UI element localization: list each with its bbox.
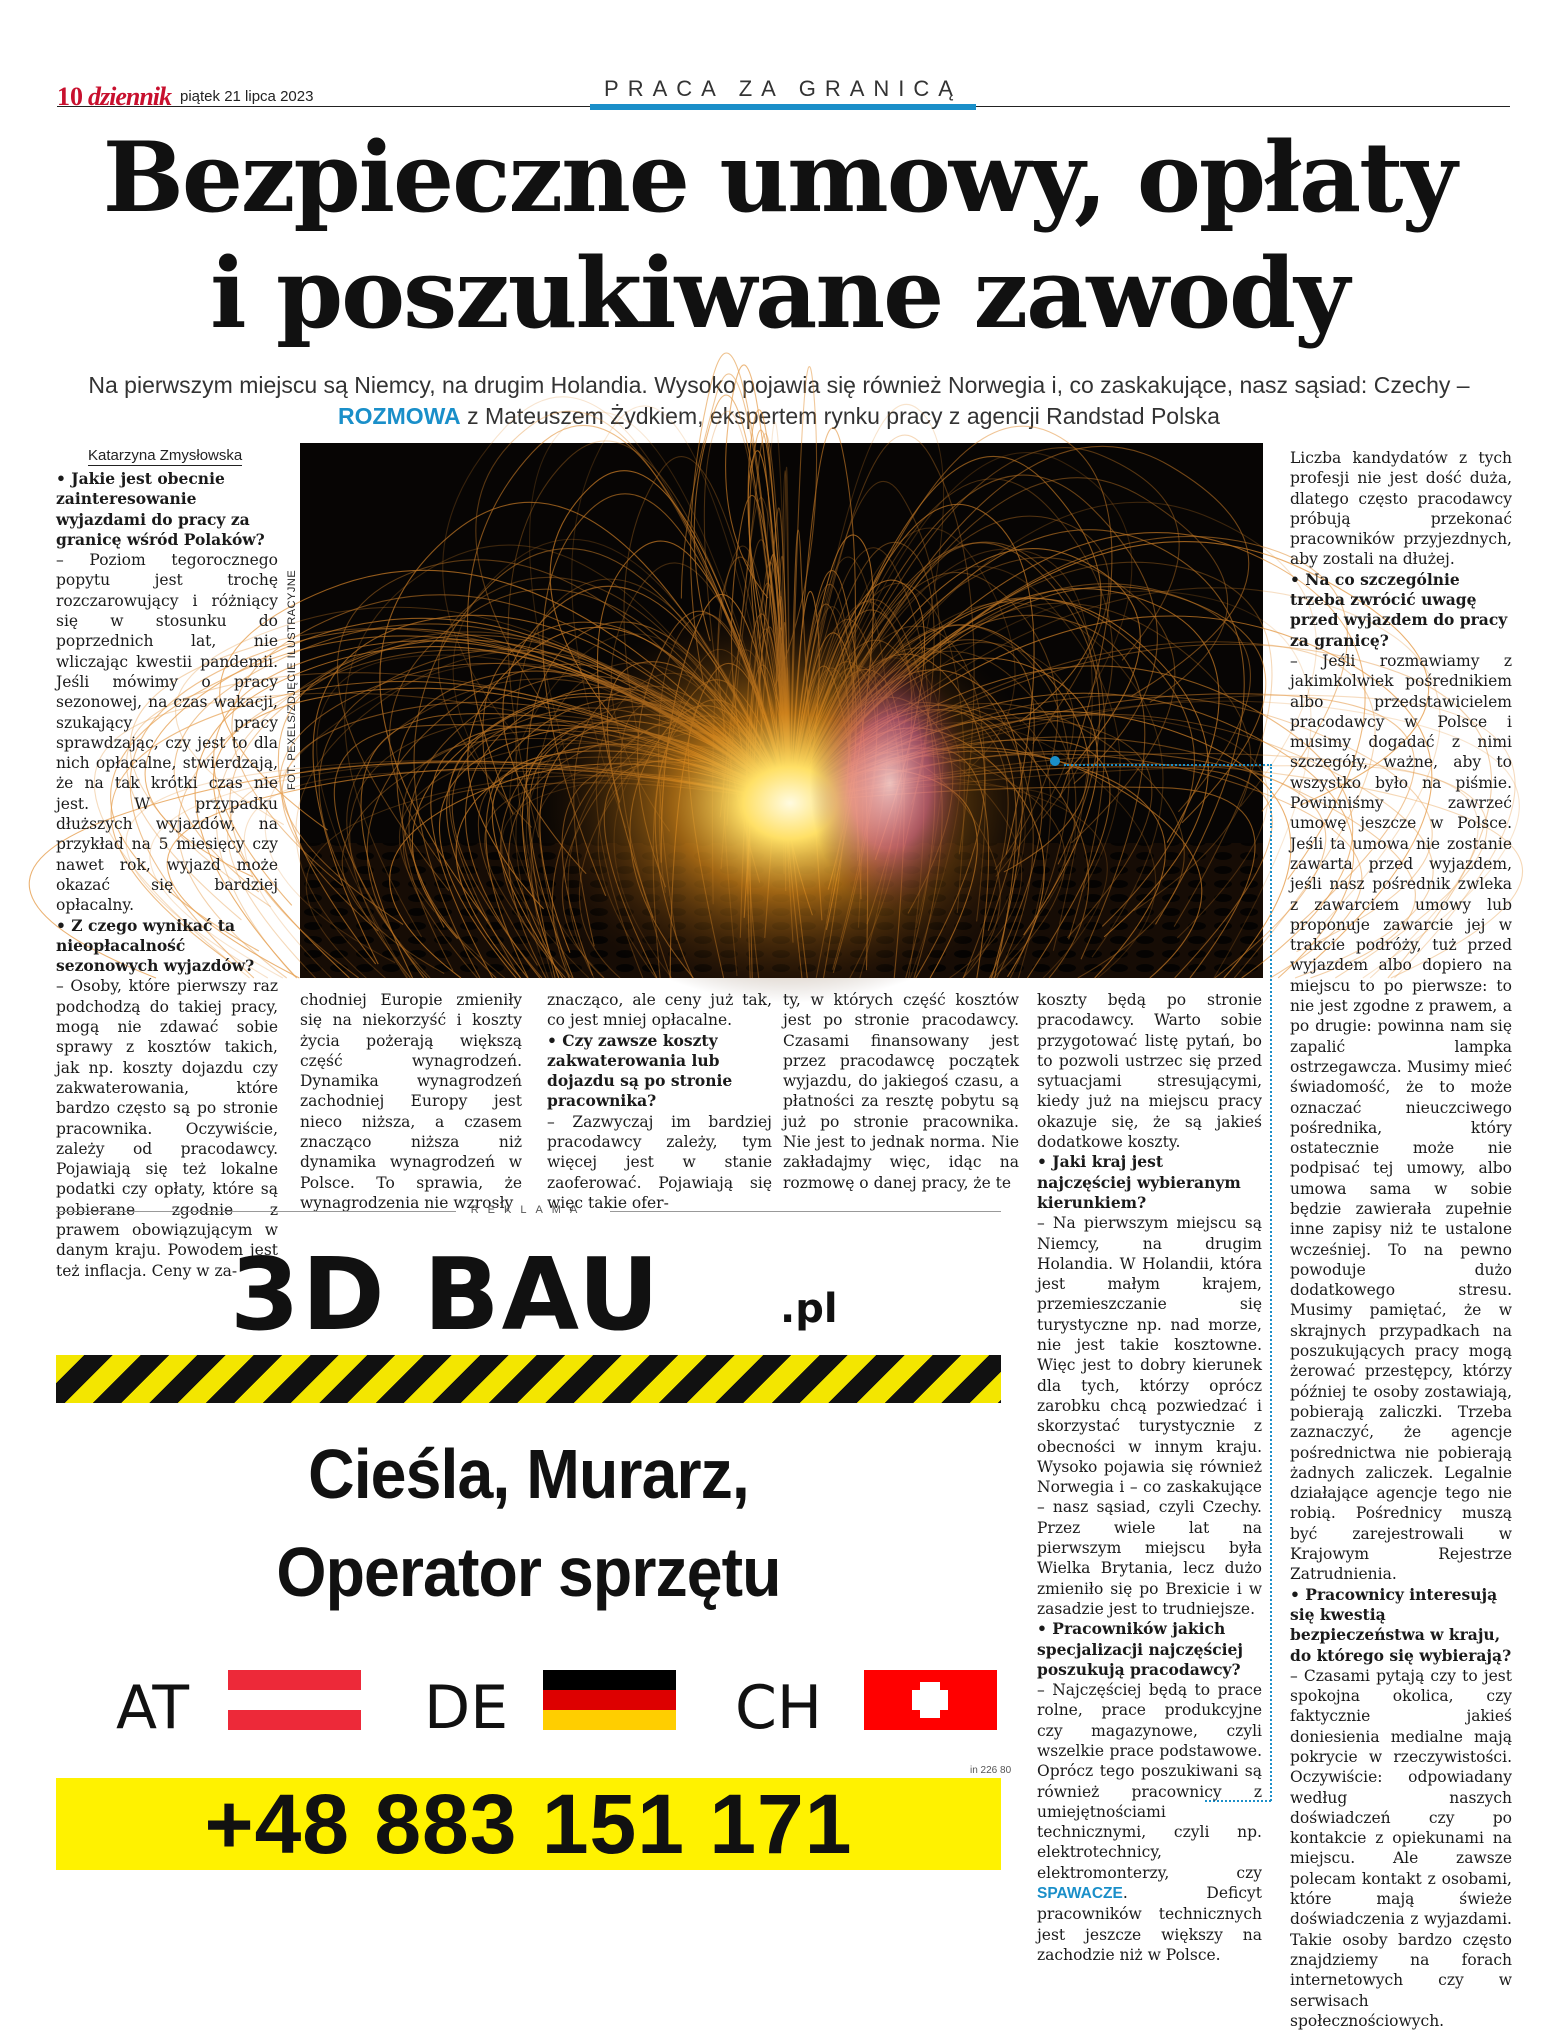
ad-jobs: [94, 1425, 963, 1621]
hazard-stripe: [56, 1355, 1001, 1403]
col5-text-4: . Deficyt pracowników technicznych jest jeszcze większy na zachodzie niż w Polsce.: [1037, 1884, 1262, 1964]
country-code-de: DE: [424, 1673, 509, 1743]
ad-jobs-line1: Cieśla, Murarz,: [308, 1435, 749, 1513]
section-title: PRACA ZA GRANICĄ: [604, 76, 962, 101]
col5-question-1: • Jaki kraj jest najczęściej wybieranym kierunkiem?: [1037, 1152, 1241, 1212]
highlight-welders: SPAWACZE: [1037, 1885, 1123, 1903]
section-underline: [590, 104, 976, 110]
photo-credit: FOT. PEXELS/ZDJĘCIE ILUSTRACYJNE: [286, 569, 298, 790]
article-column-4: [783, 990, 1019, 1193]
article-column-5: [1037, 990, 1262, 1964]
ad-reference: in 226 80: [970, 1765, 1012, 1776]
lead-part1: Na pierwszym miejscu są Niemcy, na drugim Holandia. Wysoko pojawia się również Norwegia i, co zaskakujące, nasz sąsiad: Czechy –: [88, 372, 1470, 398]
col5-paragraph-1: koszty będą po stronie pracodawcy. Warto sobie przygotować listę pytań, bo to pozwoli ustrzec się przed sytuacjami stresującymi, kiedy już na miejscu pracy okazuje się, że są jakieś dodatkowe koszty.: [1037, 991, 1262, 1152]
answer-paragraph: – Jeśli rozmawiamy z jakimkolwiek pośrednikiem albo przedstawicielem pracodawcy w Polsce i musimy dogadać z nimi szczegóły, ważne, aby to wszystko było na piśmie. Powinniśmy zawrzeć umowę jeszcze w Polsce. Jeśli ta umowa nie zostanie zawarta przed wyjazdem, jeśli nasz pośrednik zwleka z zawarciem umowy lub proponuje zawarcie jej w trakcie podróży, tuż przed wyjazdem albo dopiero na miejscu to po pierwsze: to nie jest zgodne z prawem, a po drugie: powinna nam się zapalić lampka ostrzegawcza. Musimy mieć świadomość, że to może oznaczać nieuczciwego pośrednika, który ostatecznie może nie podpisać tej umowy, albo umowa sama w sobie będzie zawierała zupełnie inne zapisy niż te ustalone wcześniej. To na pewno powoduje dużo dodatkowego stresu. Musimy pamiętać, że w skrajnych przypadkach na poszukujących pracy mogą żerować przestępcy, którzy później te osoby zostawiają, pobierają zaliczki. Trzeba zaznaczyć, że agencje pośrednictwa nie pobierają żadnych zaliczek. Legalnie działające agencje tego nie robią. Pośrednicy muszą być zarejestrowali w Krajowym Rejestrze Zatrudnienia.: [1290, 651, 1512, 1584]
callout-dot: [1050, 756, 1060, 766]
article-column-3: [547, 990, 772, 1212]
lead-keyword: ROZMOWA: [338, 403, 461, 429]
col5-question-2: • Pracowników jakich specjalizacji najczęściej poszukują pracodawcy?: [1037, 1619, 1244, 1679]
author-byline: Katarzyna Zmysłowska: [88, 447, 243, 464]
country-code-ch: CH: [735, 1673, 823, 1743]
answer-paragraph: – Czasami pytają czy to jest spokojna okolica, czy faktycznie jakieś doniesienia medialne mają pokrycie w rzeczywistości. Oczywiście: odpowiadany według naszych doświadczeń czy po kontakcie z opiekunami na miejscu. Ale zawsze polecam kontakt z osobami, które mają świeże doświadczenia z wyjazdami. Takie osoby bardzo często znajdziemy na forach internetowych czy w serwisach społecznościowych.: [1290, 1666, 1512, 2030]
page-number: 10: [57, 82, 83, 111]
ad-phone-number: +48 883 151 171: [204, 1777, 853, 1871]
switzerland-flag-icon: [864, 1670, 997, 1730]
issue-date: piątek 21 lipca 2023: [180, 88, 314, 105]
article-column-2: [300, 990, 522, 1212]
germany-flag-icon: [543, 1670, 676, 1730]
article-lead: [60, 370, 1498, 432]
col5-text-3: – Najczęściej będą to prace rolne, prace produkcyjne czy magazynowe, czyli wszelkie prace podstawowe. Oprócz tego poszukiwani są również pracownicy z umiejętnościami technicznymi, czyli np. elektrotechnicy, elektromonterzy, czy: [1037, 1681, 1262, 1882]
article-column-6: [1290, 448, 1512, 2030]
answer-paragraph: – Poziom tegorocznego popytu jest trochę rozczarowujący i różniący się w stosunku do poprzednich lat, nie wliczając kwestii pandemii. Jeśli mówimy o pracy sezonowej, na czas wakacji, szukający pracy sprawdzając, czy jest to dla nich opłacalne, stwierdzają, że na tak krótki czas nie jest. W przypadku dłuższych wyjazdów, na przykład na 5 miesięcy czy nawet rok, wyjazd może okazać się bardziej opłacalny.: [56, 551, 278, 915]
ad-jobs-line2: Operator sprzętu: [276, 1533, 781, 1611]
headline-line1: Bezpieczne umowy, opłaty: [102, 121, 1456, 234]
answer-paragraph: – Osoby, które pierwszy raz podchodzą do takiej pracy, mogą nie zdawać sobie sprawy z kosztów takich, jak np. koszty dojazdu czy zakwaterowania, które bardzo często są po stronie pracownika. Oczywiście, zależy od pracodawcy. Pojawiają się też lokalne podatki czy opłaty, które są pobierane zgodnie z prawem obowiązującym w danym kraju. Powodem jest też inflacja. Ceny w za-: [56, 977, 278, 1280]
country-code-at: AT: [116, 1673, 190, 1743]
sparks-illustration: [300, 443, 1263, 978]
question: • Na co szczególnie trzeba zwrócić uwagę przed wyjazdem do pracy za granicę?: [1290, 569, 1508, 650]
lead-part2: z Mateuszem Żydkiem, ekspertem rynku pracy z agencji Randstad Polska: [467, 403, 1220, 429]
answer-paragraph: znacząco, ale ceny już tak, co jest mniej opłacalne.: [547, 991, 772, 1030]
article-headline: [40, 120, 1518, 352]
headline-line2: i poszukiwane zawody: [210, 237, 1348, 350]
answer-paragraph: Liczba kandydatów z tych profesji nie jest dość duża, dlatego często pracodawcy próbują przekonać pracowników przyjezdnych, aby zostali na dłużej.: [1290, 449, 1512, 569]
question: • Czy zawsze koszty zakwaterowania lub dojazdu są po stronie pracownika?: [547, 1030, 733, 1111]
answer-paragraph: ty, w których część kosztów jest po stronie pracodawcy. Czasami finansowany jest przez pracodawcę początek wyjazdu, do jakiegoś czasu, a płatności za resztę pobytu są już po stronie pracownika. Nie jest to jednak norma. Nie zakładajmy więc, idąc na rozmowę o danej pracy, że te: [783, 991, 1019, 1192]
question: • Jakie jest obecnie zainteresowanie wyjazdami do pracy za granicę wśród Polaków?: [56, 469, 265, 549]
article-column-1: [56, 469, 278, 1280]
ad-brand: 3D BAU: [230, 1236, 662, 1353]
welding-sparks-photo: [300, 443, 1263, 978]
answer-paragraph: – Zazwyczaj im bardziej pracodawcy zależy, tym więcej jest w stanie zaoferować. Pojawiają się więc takie ofer-: [547, 1112, 772, 1212]
austria-flag-icon: [228, 1670, 361, 1730]
col5-paragraph-2: – Na pierwszym miejscu są Niemcy, na drugim Holandia. W Holandii, która jest małym krajem, przemieszczanie się turystyczne np. nad morze, nie jest takie kosztowne. Więc jest to dobry kierunek dla tych, którzy oprócz zarobku chcą pozwiedzać i skorzystać turystycznie z obecności w innym kraju. Wysoko pojawia się również Norwegia i – co zaskakujące – nasz sąsiad, czyli Czechy. Przez wiele lat na pierwszym miejscu była Wielka Brytania, lecz dużo zmieniło się po Brexicie i w zasadzie jest to trudniejsze.: [1037, 1214, 1262, 1618]
ad-label: REKLAMA: [470, 1204, 587, 1216]
newspaper-logo: dziennik: [88, 82, 172, 111]
col5-paragraph-3: [1037, 1680, 1262, 1965]
question: • Z czego wynikać ta nieopłacalność sezonowych wyjazdów?: [56, 915, 255, 976]
callout-leader-vertical: [1270, 826, 1272, 1801]
answer-paragraph: chodniej Europie zmieniły się na niekorzyść i koszty życia pożerają większą część wynagrodzeń. Dynamika wynagrodzeń zachodniej Europy jest nieco niższa, a czasem znacząco niższa niż dynamika wynagrodzeń w Polsce. To sprawia, że wynagrodzenia nie wzrosły: [300, 991, 522, 1212]
ad-brand-tld: .pl: [780, 1286, 838, 1332]
callout-leader-top: [1064, 764, 1272, 828]
question: • Pracownicy interesują się kwestią bezpieczeństwa w kraju, do którego się wybierają?: [1290, 1584, 1512, 1665]
